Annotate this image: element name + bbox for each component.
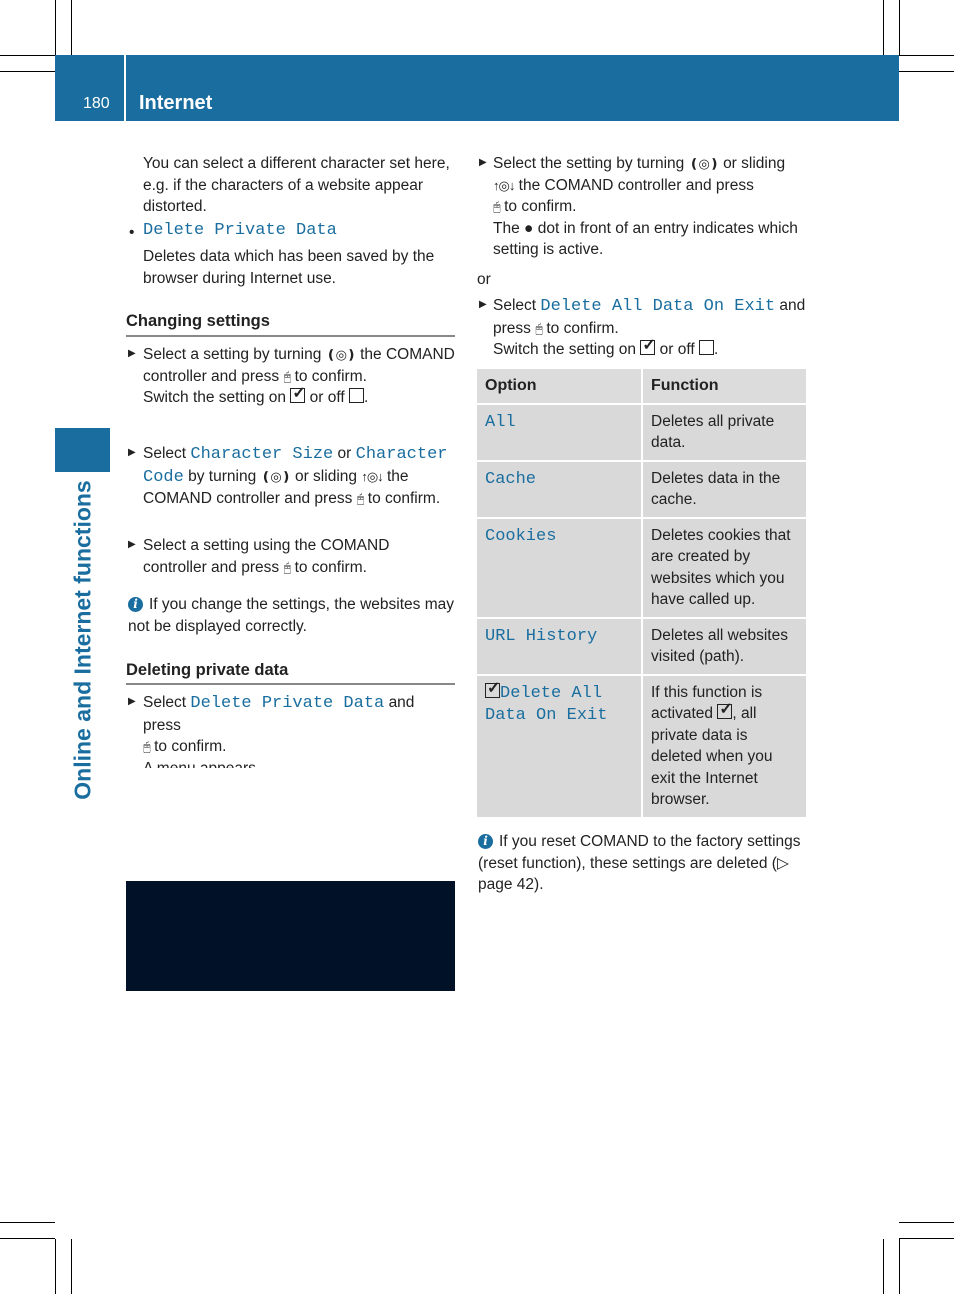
crop-mark (0, 71, 55, 72)
table-header-row (477, 369, 806, 404)
info-icon: i (128, 597, 143, 612)
table-cell-option (477, 518, 642, 618)
options-table (477, 369, 806, 817)
table-header-function: Function (642, 369, 806, 404)
triangle-right-icon: ▶ (128, 539, 136, 550)
side-tab (55, 428, 110, 472)
table-cell-option (477, 675, 642, 817)
step-text: or off (309, 389, 345, 406)
option-code: Code (143, 467, 184, 487)
press-controller-icon: 🖰 (283, 368, 291, 384)
press-controller-icon: 🖰 (493, 199, 500, 214)
turn-controller-icon: ❪◎❫ (688, 156, 719, 171)
step-text: to confirm. (504, 198, 577, 215)
step-text: Switch the setting on (143, 389, 287, 406)
press-controller-icon: 🖰 (283, 559, 291, 575)
bullet-description: Deletes data which has been saved by the browser during Internet use. (143, 248, 435, 287)
step-text: or sliding (294, 467, 357, 485)
step-text: to confirm. (294, 558, 367, 576)
crop-mark (55, 1239, 56, 1294)
crop-mark (71, 1239, 72, 1294)
step-select-setting (143, 535, 455, 578)
crop-mark (899, 1222, 954, 1223)
step-text: The (493, 219, 520, 237)
step-text: dot in front of an entry indicates which setting is active. (493, 219, 798, 258)
section-title: Internet (139, 92, 213, 114)
screen-image (126, 768, 455, 991)
step-select-the-setting (493, 153, 813, 261)
step-text: Select (493, 297, 537, 314)
table-cell-option (477, 461, 642, 518)
side-chapter-title: Online and Internet functions (69, 480, 96, 800)
crop-mark (0, 55, 55, 56)
changing-settings-heading: Changing settings (126, 312, 270, 330)
crop-mark (899, 1239, 900, 1294)
step-delete-all-data: Select Delete All Data On Exit and press 🖰 to confirm. Switch the setting on ✓ or off . (493, 295, 806, 361)
step-text: Select a setting by turning (143, 346, 322, 363)
intro-text: You can select a different character set here, e.g. if the characters of a website appear distorted. (143, 155, 450, 215)
table-row (477, 618, 806, 675)
step-text: the COMAND controller and press (143, 346, 455, 385)
step-text: to confirm. (546, 319, 619, 337)
option-code: Character Size (190, 445, 334, 464)
step-text: or sliding (723, 155, 786, 172)
turn-controller-icon: ❪◎❫ (325, 347, 356, 362)
option-code: Character (355, 445, 448, 464)
table-row (477, 675, 806, 817)
table-cell-option (477, 618, 642, 675)
option-code: Data On Exit (485, 706, 608, 725)
table-cell-function (642, 675, 806, 817)
crop-mark (883, 1239, 884, 1294)
header-separator (124, 55, 126, 121)
step-text: or (337, 445, 352, 462)
step-delete-private-data (143, 692, 455, 779)
checkbox-checked-icon (485, 683, 500, 698)
step-text: by turning (188, 467, 257, 485)
step-character-size (143, 443, 455, 510)
bullet: • (129, 224, 135, 241)
step-text: press (493, 319, 531, 337)
press-controller-icon: 🖰 (143, 739, 150, 754)
table-row (477, 404, 806, 461)
step-text: to confirm. (154, 738, 227, 755)
checkbox-empty-icon (349, 388, 364, 403)
heading-rule (126, 683, 455, 685)
option-code: Cache (485, 469, 537, 489)
option-code: All (485, 412, 516, 432)
checkbox-checked-icon (717, 704, 732, 719)
checkbox-empty-icon (699, 340, 714, 355)
bullet-dot-icon: ● (524, 219, 534, 237)
option-code: Delete Private Data (190, 694, 385, 713)
page-header (55, 55, 899, 121)
info-icon: i (478, 834, 493, 849)
crop-mark (55, 0, 56, 55)
step-text: and press (143, 694, 415, 734)
crop-mark (883, 0, 884, 55)
step-text: Select a setting using the COMAND controller and press (143, 537, 390, 576)
step-text: the COMAND controller and press (518, 176, 754, 194)
info-note (128, 594, 455, 637)
table-cell-function: Deletes cookies that are created by websites which you have called up. (642, 518, 806, 618)
function-text: If this function is activated (651, 683, 763, 722)
crop-mark (71, 0, 72, 55)
info-text: If you change the settings, the websites may not be displayed correctly. (128, 596, 455, 635)
crop-mark (0, 1238, 55, 1239)
press-controller-icon: 🖰 (356, 491, 364, 506)
step-text: Select (143, 694, 187, 711)
step-text: or off (659, 341, 695, 358)
step-text: to confirm. (294, 367, 367, 385)
step-text: Switch the setting on (493, 341, 637, 358)
heading-rule (126, 335, 455, 337)
info-text: If you reset COMAND to the factory settings (reset function), these settings are deleted (▷ page 42). (478, 833, 801, 893)
table-cell-function: Deletes data in the cache. (642, 461, 806, 518)
step-turn-setting: Select a setting by turning ❪◎❫ the COMAND controller and press 🖰 to confirm. Switch the setting on ✓ or off . (143, 344, 455, 409)
triangle-right-icon: ▶ (128, 447, 136, 458)
step-text: to confirm. (367, 490, 441, 507)
option-code: Delete All Data On Exit (540, 297, 776, 316)
crop-mark (899, 0, 900, 55)
checkbox-checked-icon (290, 388, 305, 403)
option-code: Delete All (500, 683, 603, 703)
triangle-right-icon: ▶ (479, 299, 487, 310)
table-header-option: Option (477, 369, 642, 404)
page-number: 180 (83, 95, 110, 112)
option-code: URL History (485, 626, 598, 646)
triangle-right-icon: ▶ (128, 348, 136, 359)
table-cell-option (477, 404, 642, 461)
option-code: Cookies (485, 526, 557, 546)
bullet-option-code: Delete Private Data (143, 221, 337, 240)
crop-mark (899, 1238, 954, 1239)
function-text: , all private data is deleted when you exit the Internet browser. (651, 705, 773, 808)
deleting-private-data-heading: Deleting private data (126, 661, 289, 679)
step-text: Select the setting by turning (493, 155, 685, 172)
table-row (477, 518, 806, 618)
step-text: the COMAND controller and press (143, 467, 409, 507)
press-controller-icon: 🖰 (535, 320, 543, 336)
crop-mark (899, 71, 954, 72)
crop-mark (899, 55, 954, 56)
triangle-right-icon: ▶ (128, 696, 136, 707)
table-cell-function: Deletes all private data. (642, 404, 806, 461)
table-cell-function: Deletes all websites visited (path). (642, 618, 806, 675)
table-row (477, 461, 806, 518)
step-text: Select (143, 445, 187, 462)
checkbox-checked-icon (640, 340, 655, 355)
turn-controller-icon: ❪◎❫ (260, 468, 291, 484)
or-text: or (477, 271, 491, 288)
slide-controller-icon: ↑◎↓ (493, 177, 515, 193)
triangle-right-icon: ▶ (479, 157, 487, 168)
crop-mark (0, 1222, 55, 1223)
slide-controller-icon: ↑◎↓ (361, 468, 383, 484)
step-text: and (779, 297, 806, 314)
info-note (478, 831, 808, 896)
screen-display (126, 881, 455, 991)
